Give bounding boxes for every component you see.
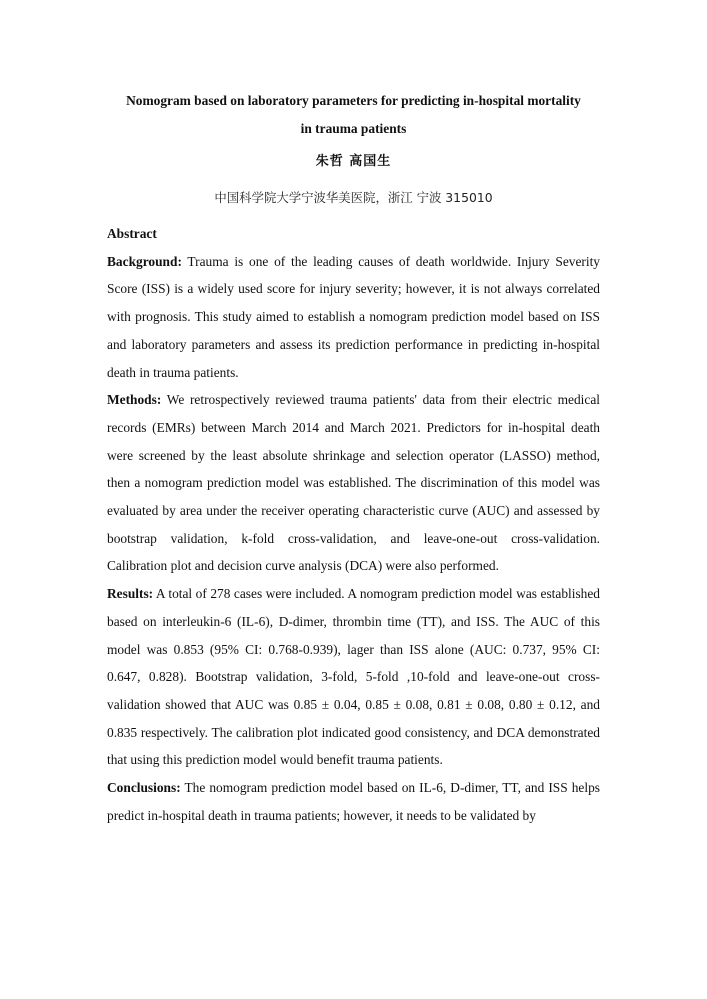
background-paragraph: [107, 248, 600, 387]
conclusions-paragraph: [107, 774, 600, 829]
methods-label: Methods:: [107, 392, 162, 408]
methods-text: We retrospectively reviewed trauma patients' data from their electric medical records (EMRs) between March 2014 and March 2021. Predictors for in-hospital death were screened by the least absolute shrinkage and selection operator (LASSO) method, then a nomogram prediction model was established. The discrimination of this model was evaluated by area under the receiver operating characteristic curve (AUC) and assessed by bootstrap validation, k-fold cross-validation, and leave-one-out cross-validation. Calibration plot and decision curve analysis (DCA) were also performed.: [107, 392, 600, 574]
results-paragraph: [107, 580, 600, 774]
abstract-heading: Abstract: [107, 226, 157, 241]
conclusions-text: The nomogram prediction model based on IL-6, D-dimer, TT, and ISS helps predict in-hospital death in trauma patients; however, it needs to be validated by: [107, 780, 600, 823]
conclusions-label: Conclusions:: [107, 780, 181, 796]
affiliation: 中国科学院大学宁波华美医院，浙江 宁波 315010: [214, 190, 493, 205]
authors: 朱哲 高国生: [315, 154, 392, 169]
paper-title-line-2: in trauma patients: [300, 121, 407, 136]
background-text: Trauma is one of the leading causes of death worldwide. Injury Severity Score (ISS) is a widely used score for injury severity; however, it is not always correlated with prognosis. This study aimed to establish a nomogram prediction model based on ISS and laboratory parameters and assess its prediction performance in predicting in-hospital death in trauma patients.: [107, 253, 600, 380]
abstract-section: [107, 220, 600, 829]
background-label: Background:: [107, 253, 182, 269]
methods-paragraph: [107, 386, 600, 580]
paper-title-line-1: Nomogram based on laboratory parameters for predicting in-hospital mortality: [126, 93, 581, 108]
results-label: Results:: [107, 586, 154, 602]
results-text: A total of 278 cases were included. A nomogram prediction model was established based on interleukin-6 (IL-6), D-dimer, thrombin time (TT), and ISS. The AUC of this model was 0.853 (95% CI: 0.768-0.939), lager than ISS alone (AUC: 0.737, 95% CI: 0.647, 0.828). Bootstrap validation, 3-fold, 5-fold ,10-fold and leave-one-out cross-validation showed that AUC was 0.85 ± 0.04, 0.85 ± 0.08, 0.81 ± 0.08, 0.80 ± 0.12, and 0.835 respectively. The calibration plot indicated good consistency, and DCA demonstrated that using this prediction model would benefit trauma patients.: [107, 586, 600, 768]
